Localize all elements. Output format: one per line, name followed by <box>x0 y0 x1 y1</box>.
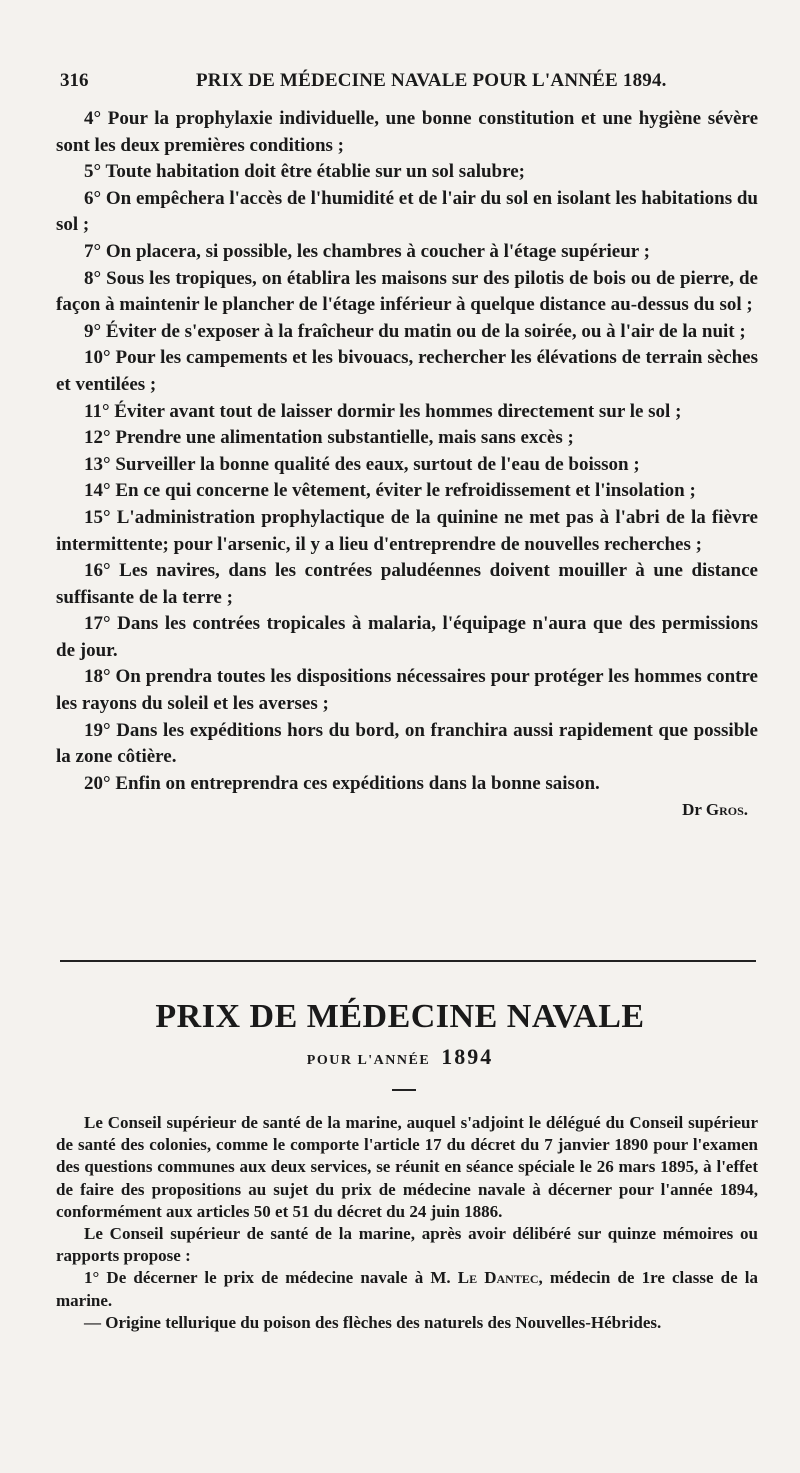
list-item: 7° On placera, si possible, les chambres à coucher à l'étage supérieur ; <box>84 240 650 262</box>
section-subtitle <box>0 1044 800 1070</box>
list-item: 8° Sous les tropiques, on établira les maisons sur des pilotis de bois ou de pierre, de façon à maintenir le plancher de l'étage inférieur à quelque distance au-dessus du sol ; <box>56 267 758 316</box>
list-item: 19° Dans les expéditions hors du bord, on franchira aussi rapidement que possible la zone côtière. <box>56 719 758 768</box>
author-signature <box>56 797 758 824</box>
list-item: 14° En ce qui concerne le vêtement, éviter le refroidissement et l'insolation ; <box>84 480 696 502</box>
list-item: 17° Dans les contrées tropicales à malaria, l'équipage n'aura que des permissions de jour. <box>56 613 758 661</box>
paragraph: Le Conseil supérieur de santé de la marine, après avoir délibéré sur quinze mémoires ou rapports propose : <box>56 1224 758 1266</box>
list-item: 4° Pour la prophylaxie individuelle, une bonne constitution et une hygiène sévère sont les deux premières conditions ; <box>56 108 758 156</box>
title-ornament-rule <box>392 1089 416 1091</box>
section-divider <box>60 960 756 962</box>
award-subject: — Origine tellurique du poison des flèches des naturels des Nouvelles-Hébrides. <box>84 1312 662 1332</box>
page-number: 316 <box>60 70 89 91</box>
award-text-end: , médecin de 1re classe de la marine. <box>56 1268 759 1310</box>
list-item: 16° Les navires, dans les contrées paludéennes doivent mouiller à une distance suffisante de la terre ; <box>56 560 758 608</box>
laureate-name: Le Dantec <box>457 1268 539 1288</box>
award-item <box>56 1267 758 1311</box>
list-item: 5° Toute habitation doit être établie sur un sol salubre; <box>84 161 525 183</box>
list-item: 10° Pour les campements et les bivouacs, rechercher les élévations de terrain sèches et ventilées ; <box>56 347 758 395</box>
paragraph: Le Conseil supérieur de santé de la marine, auquel s'adjoint le délégué du Conseil supérieur de santé des colonies, comme le comporte l'article 17 du décret du 7 janvier 1890 pour l'examen des questions communes aux deux services, se réunit en séance spéciale le 26 mars 1895, à l'effet de faire des propositions au sujet du prix de médecine navale à décerner pour l'année 1894, conformément aux articles 50 et 51 du décret du 24 juin 1886. <box>56 1113 758 1221</box>
list-item: 13° Surveiller la bonne qualité des eaux, surtout de l'eau de boisson ; <box>84 453 640 475</box>
prophylaxis-list <box>56 106 758 824</box>
list-item: 6° On empêchera l'accès de l'humidité et de l'air du sol en isolant les habitations du sol ; <box>56 187 758 236</box>
list-item: 9° Éviter de s'exposer à la fraîcheur du matin ou de la soirée, ou à l'air de la nuit ; <box>84 320 746 342</box>
list-item: 15° L'administration prophylactique de la quinine ne met pas à l'abri de la fièvre intermittente; pour l'arsenic, il y a lieu d'entreprendre de nouvelles recherches ; <box>56 506 758 555</box>
list-item: 18° On prendra toutes les dispositions nécessaires pour protéger les hommes contre les rayons du soleil et les averses ; <box>56 666 758 715</box>
list-item: 12° Prendre une alimentation substantielle, mais sans excès ; <box>84 427 574 449</box>
signature-prefix: Dr <box>682 800 702 820</box>
running-title: PRIX DE MÉDECINE NAVALE POUR L'ANNÉE 1894. <box>196 70 667 91</box>
running-header <box>56 70 756 100</box>
subtitle-prefix: POUR L'ANNÉE <box>306 1053 431 1068</box>
list-item: 11° Éviter avant tout de laisser dormir les hommes directement sur le sol ; <box>84 400 682 422</box>
council-report <box>56 1112 758 1334</box>
subtitle-year: 1894 <box>441 1044 494 1069</box>
signature-name: Gros. <box>705 800 748 820</box>
list-item: 20° Enfin on entreprendra ces expéditions dans la bonne saison. <box>84 772 600 794</box>
award-text: 1° De décerner le prix de médecine navale à M. <box>84 1268 451 1288</box>
section-title: PRIX DE MÉDECINE NAVALE <box>155 998 645 1035</box>
